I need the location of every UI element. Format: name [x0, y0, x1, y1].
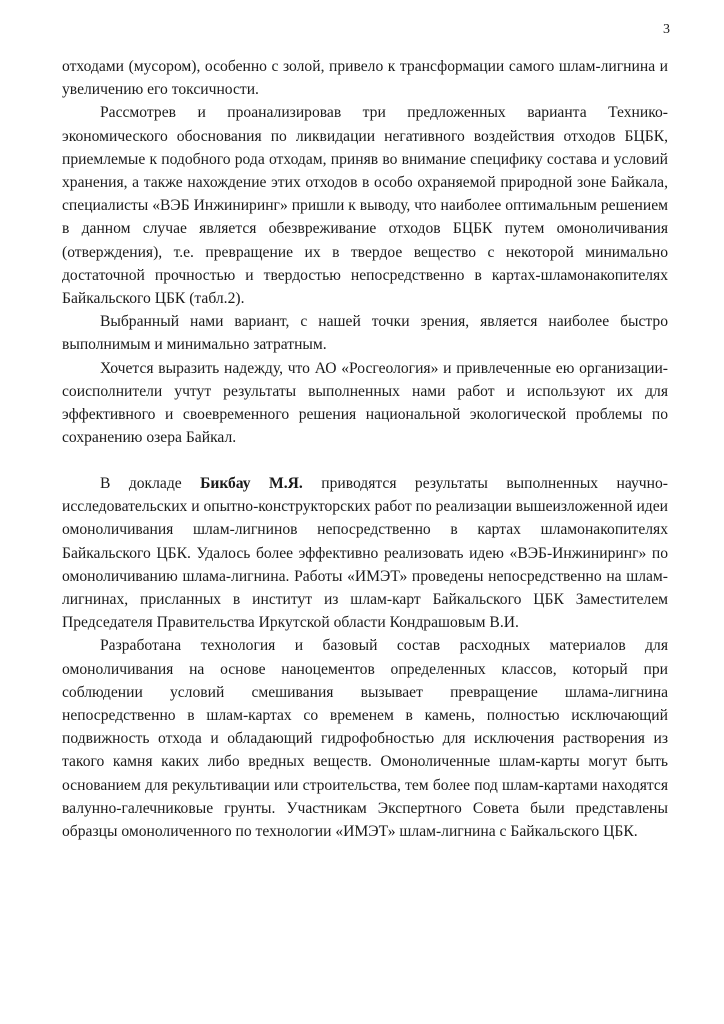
text-block-2	[62, 472, 668, 843]
paragraph-4: Хочется выразить надежду, что АО «Росгеология» и привлеченные ею организации-соисполнители учтут результаты выполненных нами работ и используют их для эффективного и своевременного решения национальной экологической проблемы по сохранению озера Байкал.	[62, 359, 668, 447]
paragraph-5-lead: В докладе	[100, 475, 201, 492]
paragraph-1: отходами (мусором), особенно с золой, привело к трансформации самого шлам-лигнина и увеличению его токсичности.	[62, 58, 668, 99]
paragraph-2: Рассмотрев и проанализировав три предложенных варианта Технико-экономического обоснования по ликвидации негативного воздействия отходов БЦБК, приемлемые к подобного рода отходам, приняв во внимание специфику состава и условий хранения, а также нахождение этих отходов в особо охраняемой природной зоне Байкала, специалисты «ВЭБ Инжиниринг» пришли к выводу, что наиболее оптимальным решением в данном случае является обезвреживание отходов БЦБК путем омоноличивания (отверждения), т.е. превращение их в твердое вещество с некоторой минимально достаточной прочностью и твердостью непосредственно в картах-шламонакопителях Байкальского ЦБК (табл.2).	[62, 104, 668, 308]
paragraph-6: Разработана технология и базовый состав расходных материалов для омоноличивания на основе наноцементов определенных классов, который при соблюдении условий смешивания вызывает превращение шлама-лигнина непосредственно в шлам-картах со временем в камень, полностью исключающий подвижность отхода и обладающий гидрофобностью для исключения растворения из такого камня каких либо вредных веществ. Омоноличенные шлам-карты могут быть основанием для рекультивации или строительства, тем более под шлам-картами находятся валунно-галечниковые грунты. Участникам Экспертного Совета были представлены образцы омоноличенного по технологии «ИМЭТ» шлам-лигнина с Байкальского ЦБК.	[62, 637, 668, 841]
page-number: 3	[663, 22, 670, 37]
paragraph-5	[62, 472, 668, 634]
paragraph-5-body: приводятся результаты выполненных научно-исследовательских и опытно-конструкторских работ по реализации вышеизложенной идеи омоноличивания шлам-лигнинов непосредственно в картах шламонакопителях Байкальского ЦБК. Удалось более эффективно реализовать идею «ВЭБ-Инжиниринг» по омоноличиванию шлама-лигнина. Работы «ИМЭТ» проведены непосредственно на шлам-лигнинах, присланных в институт из шлам-карт Байкальского ЦБК Заместителем Председателя Правительства Иркутской области Кондрашовым В.И.	[62, 475, 668, 632]
speaker-name: Бикбау М.Я.	[200, 475, 303, 492]
paragraph-3: Выбранный нами вариант, с нашей точки зрения, является наиболее быстро выполнимым и минимально затратным.	[62, 313, 668, 354]
text-block-1	[62, 55, 668, 449]
